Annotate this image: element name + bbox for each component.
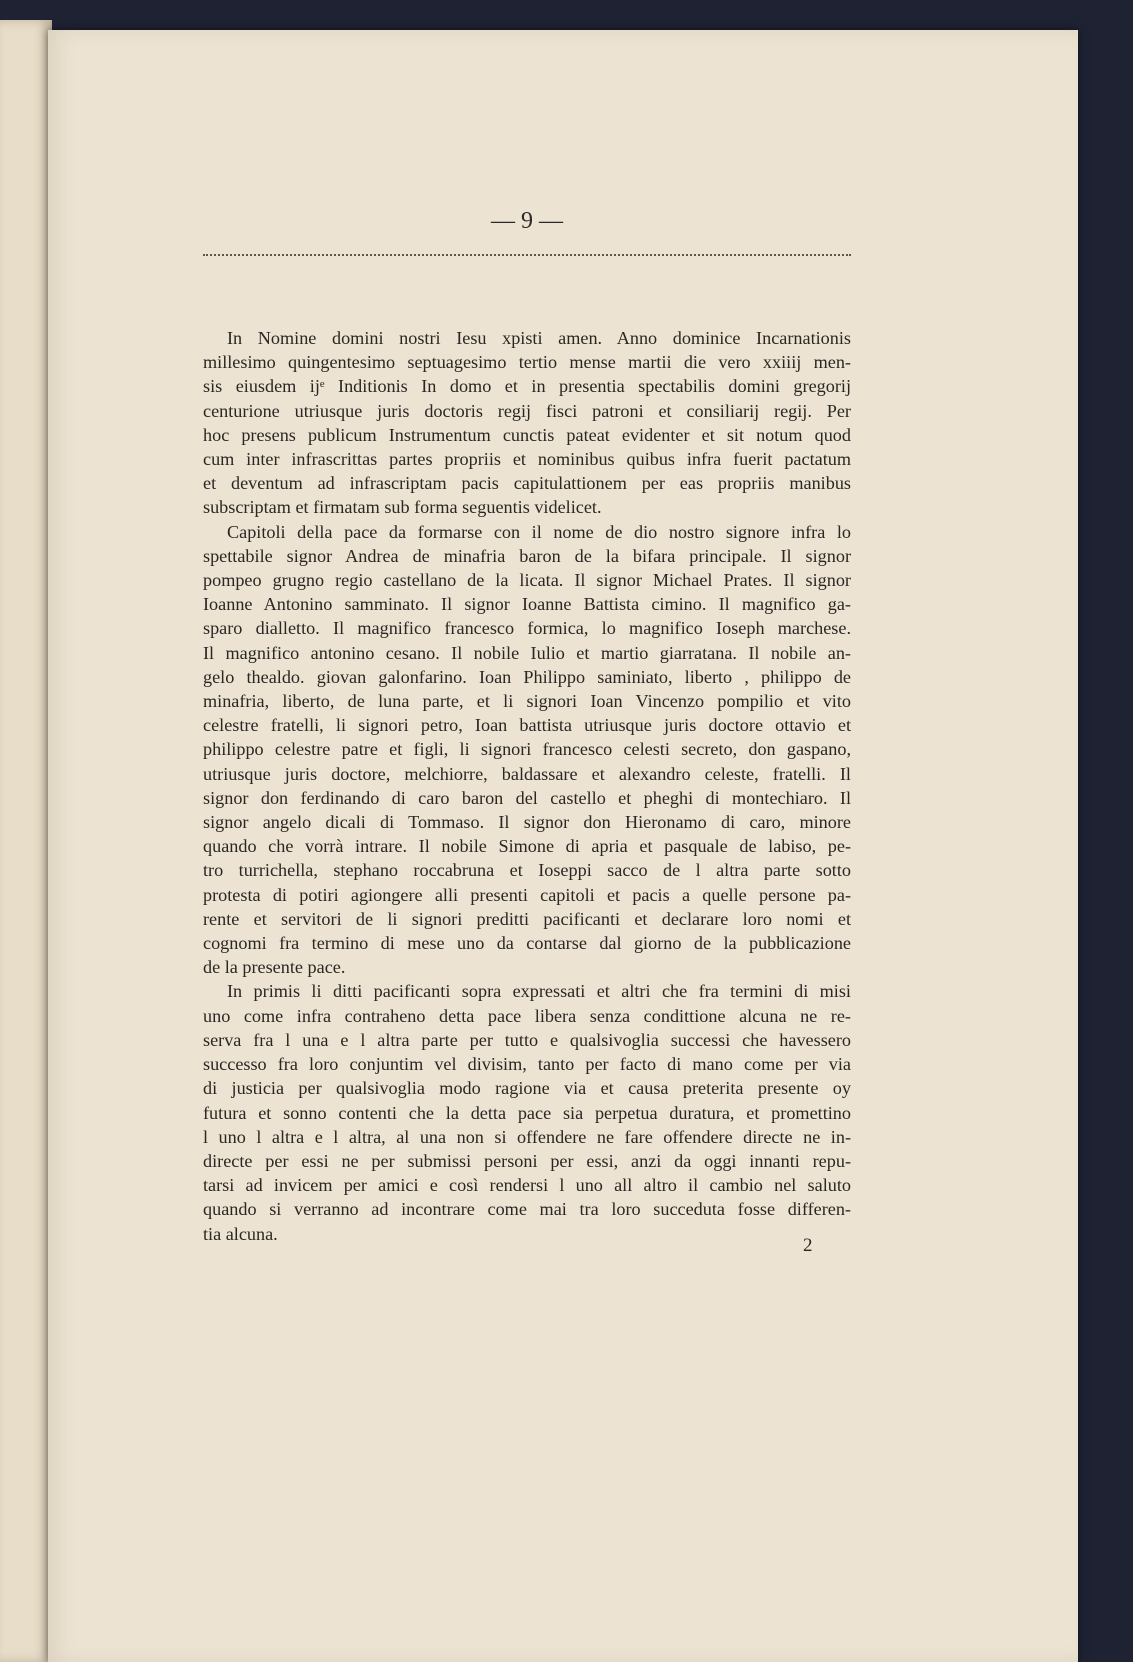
text-line: utriusque juris doctore, melchiorre, baldassare et alexandro celeste, fratelli. Il: [203, 763, 851, 784]
text-line: millesimo quingentesimo septuagesimo tertio mense martii die vero xxiiij men-: [203, 352, 851, 373]
text-line: tro turrichella, stephano roccabruna et Ioseppi sacco de l altra parte sotto: [203, 860, 851, 881]
paragraph-1: [203, 326, 851, 520]
text-line: de la presente pace.: [203, 957, 346, 978]
text-line: et deventum ad infrascriptam pacis capitulattionem per eas propriis manibus: [203, 473, 851, 494]
paragraph-2: [203, 520, 851, 980]
text-line: In Nomine domini nostri Iesu xpisti amen. Anno dominice Incarnationis: [227, 328, 851, 348]
text-line: tarsi ad invicem per amici e così rendersi l uno all altro il cambio nel saluto: [203, 1175, 851, 1196]
text-line: minafria, liberto, de luna parte, et li signori Ioan Vincenzo pompilio et vito: [203, 691, 851, 712]
text-line: Capitoli della pace da formarse con il nome de dio nostro signore infra lo: [227, 521, 851, 542]
text-line: protesta di potiri agiongere alli presenti capitoli et pacis a quelle persone pa-: [203, 884, 851, 905]
text-line: sparo dialletto. Il magnifico francesco formica, lo magnifico Ioseph marchese.: [203, 618, 851, 639]
text-line: spettabile signor Andrea de minafria baron de la bifara principale. Il signor: [203, 545, 851, 566]
text-line: signor angelo dicali di Tommaso. Il signor don Hieronamo di caro, minore: [203, 812, 851, 833]
text-line: serva fra l una e l altra parte per tutto e qualsivoglia successi che havessero: [203, 1029, 851, 1050]
text-line: signor don ferdinando di caro baron del castello et pheghi di montechiaro. Il: [203, 787, 851, 808]
body-text: [203, 326, 851, 1246]
text-line: sis eiusdem ijᵉ Inditionis In domo et in presentia spectabilis domini gregorij: [203, 376, 851, 397]
text-line: celestre fratelli, li signori petro, Ioan battista utriusque juris doctore ottavio et: [203, 715, 851, 736]
text-line: di justicia per qualsivoglia modo ragione via et causa preterita presente oy: [203, 1078, 851, 1099]
text-line: cognomi fra termino di mese uno da contarse dal giorno de la pubblicazione: [203, 933, 851, 954]
text-line: successo fra loro conjuntim vel divisim, tanto per facto di mano come per via: [203, 1054, 851, 1075]
paragraph-3: [203, 979, 851, 1245]
text-line: hoc presens publicum Instrumentum cunctis pateat evidenter et sit notum quod: [203, 424, 851, 445]
text-line: uno come infra contraheno detta pace libera senza condittione alcuna ne re-: [203, 1005, 851, 1026]
text-line: l uno l altra e l altra, al una non si offendere ne fare offendere directe ne in-: [203, 1126, 851, 1147]
text-line: cum inter infrascrittas partes propriis et nominibus quibus infra fuerit pactatum: [203, 449, 851, 470]
text-line: pompeo grugno regio castellano de la licata. Il signor Michael Prates. Il signor: [203, 570, 851, 591]
text-line: rente et servitori de li signori preditti pacificanti et declarare loro nomi et: [203, 908, 851, 929]
facing-page-edge: [0, 20, 52, 1662]
text-line: tia alcuna.: [203, 1223, 278, 1244]
text-line: Il magnifico antonino cesano. Il nobile Iulio et martio giarratana. Il nobile an-: [203, 642, 851, 663]
text-line: gelo thealdo. giovan galonfarino. Ioan Philippo saminiato, liberto , philippo de: [203, 666, 851, 687]
text-line: centurione utriusque juris doctoris regij fisci patroni et consiliarij regij. Per: [203, 400, 851, 421]
text-line: directe per essi ne per submissi personi per essi, anzi da oggi innanti repu-: [203, 1150, 851, 1171]
text-line: futura et sonno contenti che la detta pace sia perpetua duratura, et promettino: [203, 1102, 851, 1123]
text-line: quando che vorrà intrare. Il nobile Simone di apria et pasquale de labiso, pe-: [203, 836, 851, 857]
text-line: quando si verranno ad incontrare come mai tra loro succeduta fosse differen-: [203, 1199, 851, 1220]
book-page: [48, 30, 1078, 1662]
text-line: In primis li ditti pacificanti sopra expressati et altri che fra termini di misi: [227, 981, 851, 1002]
header-dotted-rule: [203, 254, 851, 256]
page-number-header: — 9 —: [491, 208, 563, 234]
text-line: Ioanne Antonino samminato. Il signor Ioanne Battista cimino. Il magnifico ga-: [203, 594, 851, 615]
signature-mark: 2: [803, 1235, 813, 1256]
text-line: subscriptam et firmatam sub forma seguentis videlicet.: [203, 497, 602, 518]
text-line: philippo celestre patre et figli, li signori francesco celesti secreto, don gaspano,: [203, 739, 851, 760]
